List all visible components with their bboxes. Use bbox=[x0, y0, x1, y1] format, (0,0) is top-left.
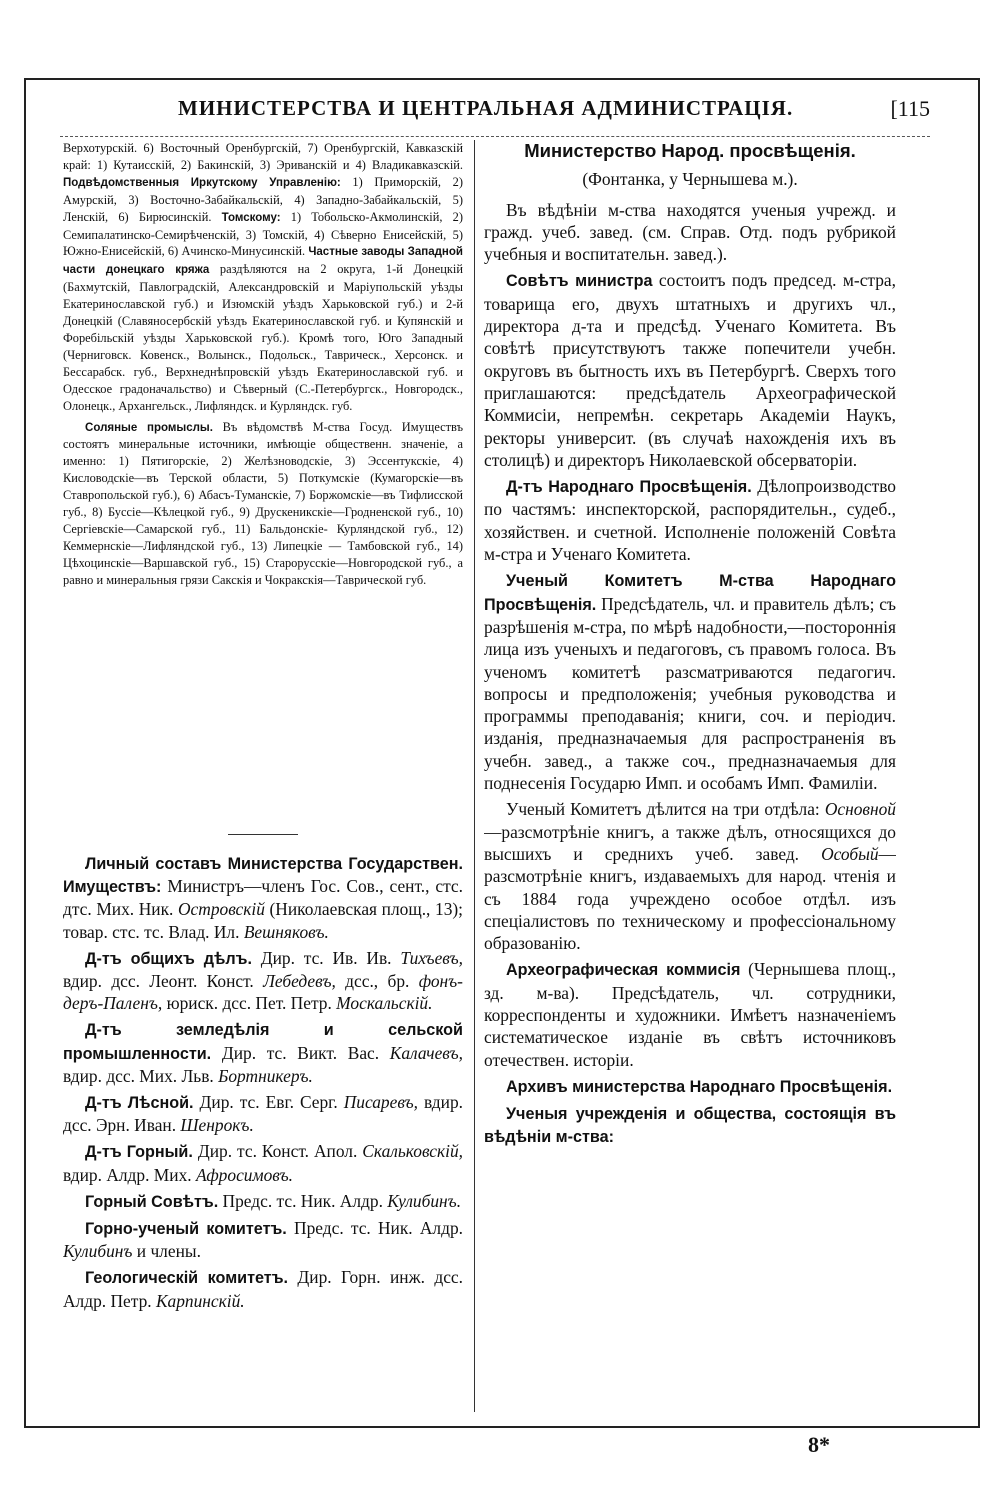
italic-run: Шенрокъ. bbox=[180, 1115, 254, 1136]
paragraph bbox=[484, 1102, 896, 1149]
header-wavy-rule bbox=[60, 128, 930, 137]
text-run: вдир. дсс. Эрн. Иван. bbox=[63, 1092, 463, 1136]
italic-run: Скальковскій, bbox=[362, 1141, 463, 1162]
text-run: Министръ—членъ Гос. Сов., сент., стс. дтс. Мих. Ник. bbox=[63, 876, 463, 920]
italic-run: Тихъевъ, bbox=[400, 947, 463, 968]
text-run: вдир. дсс. Леонт. Конст. bbox=[63, 971, 264, 992]
bold-run: Ученыя учрежденія и общества, состоящія въ вѣдѣніи м-ства: bbox=[484, 1105, 896, 1147]
bold-run: Геологическій комитетъ. bbox=[85, 1269, 289, 1288]
paragraph bbox=[63, 947, 463, 1015]
bold-run: Д-тъ земледѣлія и сельской промышленности. bbox=[63, 1021, 463, 1063]
italic-run: Кулибинъ. bbox=[387, 1190, 462, 1211]
left-column-personnel bbox=[63, 852, 463, 1312]
paragraph bbox=[63, 1140, 463, 1185]
text-run: Верхотурскій. 6) Восточный Оренбургскій, 7) Оренбургскій, Кавказскій край: 1) Кутаисскій, 2) Бакинскій, 3) Эриванскій и 4) Владикавказскій. bbox=[63, 141, 463, 172]
italic-run: Островскій bbox=[177, 899, 265, 920]
paragraph bbox=[484, 798, 896, 954]
paragraph bbox=[63, 140, 463, 415]
italic-run: Лебедевъ, bbox=[263, 971, 336, 992]
bold-run: Личный составъ Министерства Государствен. Имуществъ: bbox=[63, 855, 463, 897]
italic-run: Бортникеръ. bbox=[218, 1065, 313, 1086]
bold-run: Архивъ министерства Народнаго Просвѣщенія. bbox=[506, 1077, 893, 1096]
section-divider bbox=[228, 834, 298, 835]
paragraph bbox=[63, 1217, 463, 1262]
text-run: Предс. тс. Ник. Алдр. bbox=[286, 1218, 463, 1239]
column-divider bbox=[474, 140, 475, 1412]
text-run: —разсмотрѣніе книгъ, издаваемыхъ для народ. чтенія и съ 1884 года учреждено особое отдѣл. изъ спеціалистовъ по техническому и профессіональному образованію. bbox=[484, 843, 896, 954]
text-run: —разсмотрѣніе книгъ, а также дѣлъ, относящихся до высшихъ и среднихъ учеб. завед. bbox=[484, 821, 896, 864]
paragraph bbox=[484, 1075, 896, 1098]
text-run: раздѣляются на 2 округа, 1-й Донецкій (Бахмутскій, Павлоградскій, Александровскій и Маріупольскій уѣзды Екатеринославской губ.) и Изюмскій уѣздъ Харьковской губ.) и 2-й Донецкій (Славяносербскій уѣздъ Екатеринославской губ. и Купянскій и Форебільскій уѣзды Харьковской губ.). Кромѣ того, Юго Западный (Черниговск. Ковенск., Волынск., Подольск., Таврическ., Херсонск. и Бессарабск. губ., Верхнеднѣпровскій уѣздъ Екатеринославской губ. и Одесское градоначальство) и Сѣверный (С.-Петербургск., Новгородск., Олонецк., Архангельск., Лифляндск. и Курляндск. губ. bbox=[63, 262, 463, 413]
paragraph bbox=[484, 475, 896, 565]
header-title: МИНИСТЕРСТВА И ЦЕНТРАЛЬНАЯ АДМИНИСТРАЦІЯ. bbox=[178, 96, 794, 120]
text-run: Въ вѣдѣніи м-ства находятся ученыя учрежд. и гражд. учеб. завед. (см. Справ. Отд. подъ рубрикой учебныя и воспитательн. завед.). bbox=[484, 199, 896, 265]
text-run: дсс., бр. bbox=[335, 971, 419, 992]
paragraph bbox=[484, 958, 896, 1070]
text-run: 1) Тобольско-Акмолинскій, 2) Семипалатинско-Семирѣченскій, 3) Томскій, 4) Сѣверно Енисейскій, 5) Южно-Енисейскій, 6) Ачинско-Минусинскій. bbox=[63, 209, 463, 259]
italic-run: Афросимовъ. bbox=[195, 1164, 293, 1185]
paragraph bbox=[63, 1190, 463, 1213]
italic-run: Карпинскій. bbox=[155, 1290, 245, 1311]
bold-run: Томскому: bbox=[221, 211, 281, 224]
text-run: Предсѣдатель, чл. и правитель дѣлъ; съ разрѣшенія м-стра, по мѣрѣ надобности,—постороннія лица изъ ученыхъ и педагоговъ, съ правомъ голоса. Въ ученомъ комитетѣ разсматриваются педагогич. вопросы и предположенія; учебныя руководства и программы преподаванія; книги, соч. и періодич. изданія, предназначаемыя для распространенія въ учебн. завед., а также соч., предназначаемыя для поднесенія Государю Имп. и особамъ Имп. Фамиліи. bbox=[484, 593, 896, 794]
text-run: Предс. тс. Ник. Алдр. bbox=[218, 1190, 388, 1211]
text-run: (Николаевская площ., 13); товар. стс. тс. Влад. Ил. bbox=[63, 899, 463, 942]
bold-run: Соляные промыслы. bbox=[85, 421, 213, 434]
text-run: и члены. bbox=[132, 1241, 201, 1262]
italic-run: Москальскій. bbox=[336, 993, 433, 1014]
bold-run: Горный Совѣтъ. bbox=[85, 1192, 219, 1211]
text-run: юриск. дсс. Пет. Петр. bbox=[162, 993, 337, 1014]
bold-run: Ученый Комитетъ М-ства Народнаго Просвѣщенія. bbox=[484, 572, 896, 614]
section-heading: Министерство Народ. просвѣщенія. bbox=[524, 140, 856, 161]
paragraph bbox=[63, 419, 463, 589]
text-run: вдир. Алдр. Мих. bbox=[63, 1164, 196, 1185]
italic-run: Калачевъ, bbox=[389, 1042, 463, 1063]
italic-run: Вешняковъ. bbox=[243, 921, 329, 942]
text-run: (Чернышева площ., зд. м-ва). Предсѣдатель, чл. сотрудники, корреспонденты и художники. Имѣетъ назначеніемъ систематическое изданіе въ свѣтъ источниковъ отечествен. исторіи. bbox=[484, 959, 896, 1070]
page-number: [115 bbox=[890, 96, 930, 121]
paragraph bbox=[484, 199, 896, 266]
text-run: Дир. Горн. инж. дсс. Алдр. Петр. bbox=[63, 1267, 463, 1311]
bold-run: Археографическая коммисія bbox=[506, 961, 741, 980]
text-run: Дир. тс. Евг. Серг. bbox=[193, 1092, 344, 1113]
paragraph bbox=[484, 269, 896, 471]
italic-run: Писаревъ, bbox=[343, 1092, 419, 1113]
bold-run: Д-тъ общихъ дѣлъ. bbox=[85, 949, 252, 968]
text-run: Дир. тс. Ив. Ив. bbox=[251, 947, 401, 968]
paragraph bbox=[63, 1266, 463, 1311]
running-header bbox=[60, 96, 930, 130]
right-column bbox=[484, 140, 896, 1149]
bold-run: Д-тъ Народнаго Просвѣщенія. bbox=[506, 478, 752, 497]
text-run: Ученый Комитетъ дѣлится на три отдѣла: bbox=[506, 799, 825, 820]
text-run: Дѣлопроизводство по частямъ: инспекторской, распорядительн., судеб., хозяйствен. и счетной. Исполненіе положеній Совѣта м-стра и Ученаго Комитета. bbox=[484, 476, 896, 565]
left-column-small-text bbox=[63, 140, 463, 589]
section-address: (Фонтанка, у Чернышева м.). bbox=[582, 169, 798, 190]
text-run: Дир. тс. Конст. Апол. bbox=[192, 1141, 363, 1162]
bold-run: Частные заводы Западной части донецкаго кряжа bbox=[63, 246, 463, 277]
bold-run: Д-тъ Горный. bbox=[85, 1143, 193, 1162]
bold-run: Горно-ученый комитетъ. bbox=[85, 1220, 287, 1239]
text-run: состоитъ подъ председ. м-стра, товарища его, двухъ штатныхъ и другихъ чл., директора д-та и предсѣд. Ученаго Комитета. Въ совѣтѣ присутствуютъ также попечители учебн. округовъ въ бытность ихъ въ Петербургѣ. Сверхъ того приглашаются: предсѣдатель Археографической Коммисіи, непремѣн. секретарь Академіи Наукъ, ректоры университ. (въ случаѣ нахожденія ихъ въ столицѣ) и директоръ Николаевской обсерваторіи. bbox=[484, 270, 896, 470]
paragraph bbox=[484, 569, 896, 794]
text-run: 1) Приморскій, 2) Амурскій, 3) Восточно-Забайкальскій, 4) Западно-Забайкальскій, 5) Ленскій, 6) Бирюсинскій. bbox=[63, 174, 463, 224]
italic-run: Особый bbox=[821, 843, 879, 864]
paragraph bbox=[63, 1091, 463, 1136]
bold-run: Совѣтъ министра bbox=[506, 272, 653, 291]
text-run: Дир. тс. Викт. Вас. bbox=[211, 1042, 390, 1063]
paragraph bbox=[63, 1018, 463, 1087]
italic-run: фонъ-деръ-Паленъ, bbox=[63, 971, 463, 1014]
italic-run: Основной bbox=[824, 799, 896, 820]
text-run: Въ вѣдомствѣ М-ства Госуд. Имуществъ состоятъ минеральные источники, имѣющіе общественн. значеніе, а именно: 1) Пятигорскіе, 2) Желѣзноводскіе, 3) Эссентукскіе, 4) Кисловодскіе—въ Терской области, 5) Поткумскіе (Кумагорскіе—въ Ставропольской губ.), 6) Абасъ-Туманскіе, 7) Боржомскіе—въ Тифлисской губ., 8) Буссіе—Кѣлецкой губ., 9) Друскеникскіе—Гродненской губ., 10) Сергіевскіе—Самарской губ., 11) Бальдонскіе- Курляндской губ., 12) Кеммернскіе—Лифляндской губ., 13) Липецкіе — Тамбовской губ., 14) Цѣхоцинскіе—Варшавской губ., 15) Старорусскіе—Новгородской губ., а равно и минеральныя грязи Сакскія и Чокракскія—Таврической губ. bbox=[63, 419, 463, 587]
bold-run: Подвѣдомственныя Иркутскому Управленію: bbox=[63, 176, 341, 189]
bold-run: Д-тъ Лѣсной. bbox=[85, 1094, 194, 1113]
text-run: вдир. дсс. Мих. Льв. bbox=[63, 1065, 219, 1086]
signature-mark: 8* bbox=[808, 1432, 830, 1457]
right-column-body bbox=[484, 199, 896, 1149]
italic-run: Кулибинъ bbox=[63, 1241, 133, 1262]
paragraph bbox=[63, 852, 463, 943]
